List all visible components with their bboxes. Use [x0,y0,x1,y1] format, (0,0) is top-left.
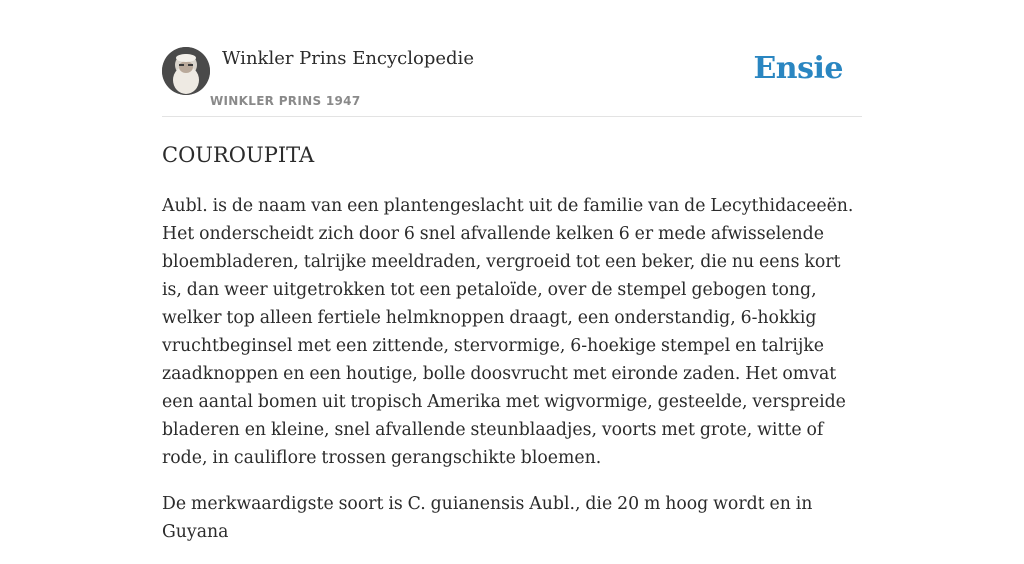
bearded-man-portrait-icon [162,47,210,95]
entry-title: COUROUPITA [162,143,315,167]
article-page [162,0,862,542]
source-header [162,0,862,117]
entry-paragraph: De merkwaardigste soort is C. guianensis Aubl., die 20 m hoog wordt en in Guyana [162,494,813,542]
source-subtitle[interactable]: WINKLER PRINS 1947 [210,94,361,108]
source-title[interactable]: Winkler Prins Encyclopedie [222,48,474,69]
entry-body [162,192,862,564]
brand-logo[interactable]: Ensie [753,51,843,86]
source-avatar[interactable] [162,47,210,95]
entry-paragraph: Aubl. is de naam van een plantengeslacht uit de familie van de Lecythidaceeën. Het onderscheidt zich door 6 snel afvallende kelken 6 er mede afwisselende bloembladeren, talrijke meeldraden, vergroeid tot een beker, die nu eens kort is, dan weer uitgetrokken tot een petaloïde, over de stempel gebogen tong, welker top alleen fertiele helmknoppen draagt, een onderstandig, 6-hokkig vruchtbeginsel met een zittende, stervormige, 6-hoekige stempel en talrijke zaadknoppen en een houtige, bolle doosvrucht met eironde zaden. Het omvat een aantal bomen uit tropisch Amerika met wigvormige, gesteelde, verspreide bladeren en kleine, snel afvallende steunblaadjes, voorts met grote, witte of rode, in cauliflore trossen gerangschikte bloemen. [162,196,854,468]
